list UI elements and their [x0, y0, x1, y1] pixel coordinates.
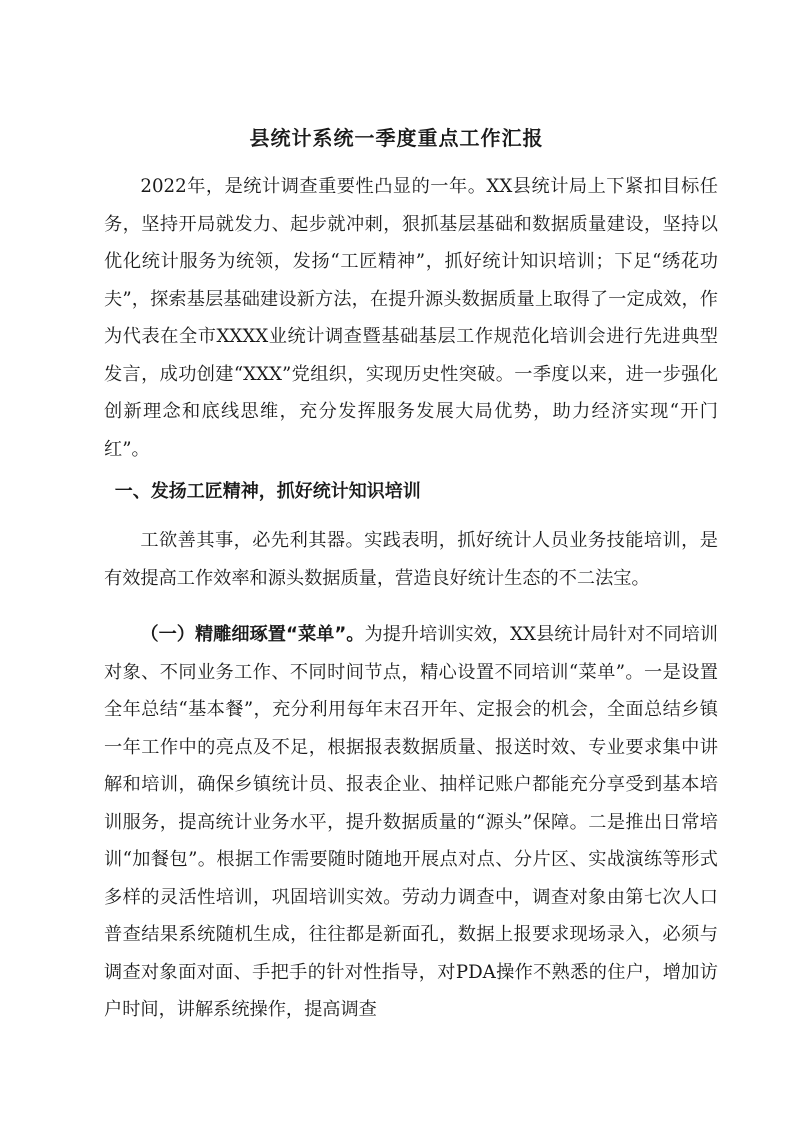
subsection-text: 为提升培训实效，XX县统计局针对不同培训对象、不同业务工作、不同时间节点，精心设置不同培训“菜单”。一是设置全年总结“基本餐”，充分利用每年末召开年、定报会的机会，全面总结乡镇一年工作中的亮点及不足，根据报表数据质量、报送时效、专业要求集中讲解和培训，确保乡镇统计员、报表企业、抽样记账户都能充分享受到基本培训服务，提高统计业务水平，提升数据质量的“源头”保障。二是推出日常培训“加餐包”。根据工作需要随时随地开展点对点、分片区、实战演练等形式多样的灵活性培训，巩固培训实效。劳动力调查中，调查对象由第七次人口普查结果系统随机生成，往往都是新面孔，数据上报要求现场录入，必须与调查对象面对面、手把手的针对性指导，对PDA操作不熟悉的住户，增加访户时间，讲解系统操作，提高调查 [104, 624, 718, 1020]
section-heading: 一、发扬工匠精神，抓好统计知识培训 [114, 481, 421, 502]
subsection-paragraph [104, 616, 718, 1029]
intro-paragraph: 2022年，是统计调查重要性凸显的一年。XX县统计局上下紧扣目标任务，坚持开局就发力、起步就冲刺，狠抓基层基础和数据质量建设，坚持以优化统计服务为统领，发扬“工匠精神”，抓好统计知识培训；下足“绣花功夫”，探索基层基础建设新方法，在提升源头数据质量上取得了一定成效，作为代表在全市XXXX业统计调查暨基础基层工作规范化培训会进行先进典型发言，成功创建“XXX”党组织，实现历史性突破。一季度以来，进一步强化创新理念和底线思维，充分发挥服务发展大局优势，助力经济实现“开门红”。 [104, 176, 718, 460]
subsection-lead: （一）精雕细琢置“菜单”。 [140, 624, 365, 645]
document-title: 县统计系统一季度重点工作汇报 [249, 126, 544, 150]
section-paragraph: 工欲善其事，必先利其器。实践表明，抓好统计人员业务技能培训，是有效提高工作效率和源头数据质量，营造良好统计生态的不二法宝。 [104, 530, 718, 589]
